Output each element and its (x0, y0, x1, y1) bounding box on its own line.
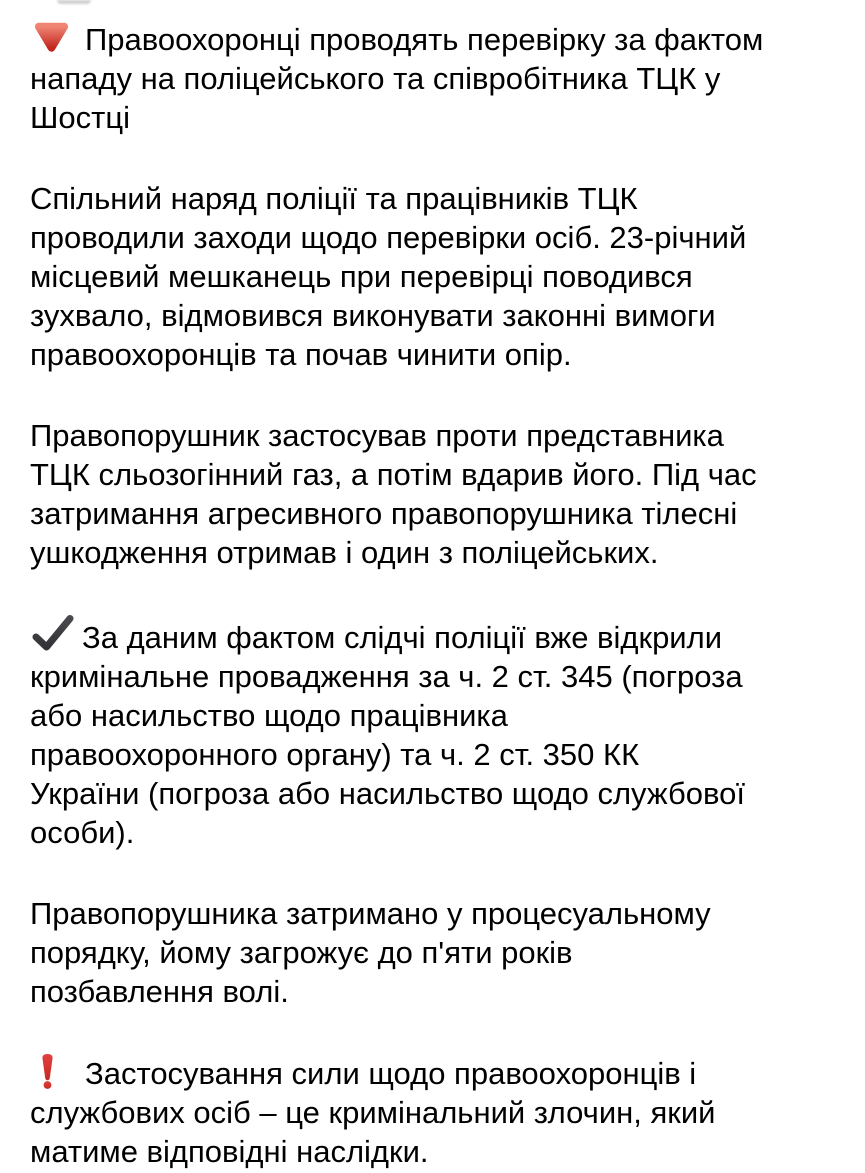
red-triangle-down-icon (33, 20, 70, 53)
text-line (30, 1053, 845, 1093)
paragraph-3 (30, 416, 845, 572)
paragraph-5 (30, 894, 845, 1011)
text-line: особи). (30, 815, 135, 850)
text-line: затримання агресивного правопорушника тілесні (30, 496, 738, 531)
text-line: місцевий мешканець при перевірці поводився (30, 259, 693, 294)
text-segment: Правоохоронці проводять перевірку за фактом (85, 22, 764, 57)
text-line: правоохоронного органу) та ч. 2 ст. 350 КК (30, 737, 640, 772)
text-segment: Застосування сили щодо правоохоронців і (85, 1056, 697, 1091)
text-line: Правопорушника затримано у процесуальному (30, 896, 711, 931)
paragraph-4 (30, 614, 845, 852)
text-line: ушкодження отримав і один з поліцейських. (30, 535, 659, 570)
red-exclamation-icon (40, 1053, 55, 1089)
paragraph-6 (30, 1053, 845, 1171)
text-line: або насильство щодо працівника (30, 698, 508, 733)
text-line: позбавлення волі. (30, 974, 289, 1009)
text-line: порядку, йому загрожує до п'яти років (30, 935, 573, 970)
text-line: службових осіб – це кримінальний злочин, який (30, 1095, 716, 1130)
text-line: кримінальне провадження за ч. 2 ст. 345 (погроза (30, 659, 743, 694)
paragraph-1 (30, 20, 845, 137)
cropped-element-fragment (57, 0, 91, 4)
paragraph-2 (30, 179, 845, 374)
heavy-check-mark-icon (30, 614, 75, 652)
text-line: України (погроза або насильство щодо службової (30, 776, 745, 811)
text-line: нападу на поліцейського та співробітника ТЦК у (30, 61, 721, 96)
text-line: правоохоронців та почав чинити опір. (30, 337, 572, 372)
text-line: Правопорушник застосував проти представника (30, 418, 724, 453)
text-line: ТЦК сльозогінний газ, а потім вдарив його. Під час (30, 457, 757, 492)
text-line: матиме відповідні наслідки. (30, 1134, 429, 1169)
text-line (30, 20, 845, 59)
text-line: зухвало, відмовився виконувати законні вимоги (30, 298, 716, 333)
text-line: Спільний наряд поліції та працівників ТЦК (30, 181, 638, 216)
text-segment: За даним фактом слідчі поліції вже відкрили (82, 620, 723, 655)
text-line (30, 614, 845, 657)
text-line: Шостці (30, 100, 130, 135)
text-line: проводили заходи щодо перевірки осіб. 23-річний (30, 220, 747, 255)
